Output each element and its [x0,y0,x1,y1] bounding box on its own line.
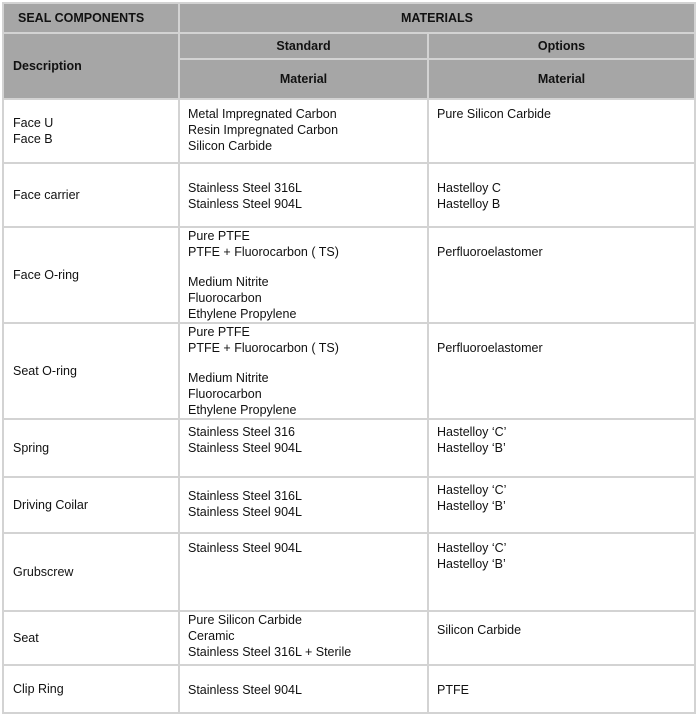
material-line: Silicon Carbide [188,139,273,153]
header-row-top [3,3,695,33]
material-line: Hastelloy ‘B’ [437,499,506,513]
row-description [3,323,179,419]
material-line: Stainless Steel 316L [188,181,302,195]
option-materials [428,533,695,611]
standard-materials [179,323,428,419]
table-row [3,419,695,477]
description-line: Grubscrew [13,565,74,579]
material-line: Stainless Steel 316 [188,425,296,439]
option-materials [428,163,695,227]
description-line: Face carrier [13,188,80,202]
material-line: Stainless Steel 904L [188,505,302,519]
description-line: Clip Ring [13,682,64,696]
description-line: Face B [13,132,53,146]
standard-materials [179,611,428,665]
option-materials [428,99,695,163]
description-line: Driving Coilar [13,498,89,512]
material-line: Stainless Steel 904L [188,441,302,455]
material-line: Perfluoroelastomer [437,245,543,259]
standard-materials [179,665,428,713]
standard-materials [179,227,428,323]
row-description [3,163,179,227]
material-line: Fluorocarbon [188,291,262,305]
material-gap [188,260,427,274]
material-line: Hastelloy C [437,181,501,195]
row-description [3,99,179,163]
standard-material-header: Material [179,59,428,99]
description-line: Spring [13,441,50,455]
standard-materials [179,533,428,611]
description-line: Seat O-ring [13,364,77,378]
material-line: Pure PTFE [188,229,250,243]
material-line: PTFE + Fluorocarbon ( TS) [188,245,339,259]
material-line: Hastelloy ‘C’ [437,541,507,555]
material-line: Fluorocarbon [188,387,262,401]
material-line: Hastelloy ‘B’ [437,557,506,571]
material-line: PTFE [437,683,469,697]
description-line: Face U [13,116,54,130]
material-line: Stainless Steel 904L [188,541,302,555]
row-description [3,477,179,533]
standard-materials [179,163,428,227]
material-line: Ceramic [188,629,235,643]
material-line: Stainless Steel 904L [188,683,302,697]
material-line: Ethylene Propylene [188,403,297,417]
standard-materials [179,477,428,533]
standard-materials [179,99,428,163]
table-row [3,665,695,713]
option-materials [428,477,695,533]
header-row-middle [3,33,695,59]
description-header: Description [3,33,179,99]
table-row [3,99,695,163]
material-line: Stainless Steel 316L + Sterile [188,645,352,659]
row-description [3,611,179,665]
table-row [3,533,695,611]
row-description [3,419,179,477]
description-line: Seat [13,631,39,645]
option-materials [428,611,695,665]
materials-header: MATERIALS [179,3,695,33]
option-materials [428,323,695,419]
table-row [3,611,695,665]
material-line: Ethylene Propylene [188,307,297,321]
table-row [3,227,695,323]
material-line: Medium Nitrite [188,371,269,385]
option-materials [428,419,695,477]
option-materials [428,227,695,323]
material-gap [188,356,427,370]
standard-header: Standard [179,33,428,59]
seal-components-header: SEAL COMPONENTS [3,3,179,33]
row-description [3,665,179,713]
table-row [3,323,695,419]
material-line: Silicon Carbide [437,623,522,637]
material-line: Pure Silicon Carbide [437,107,551,121]
material-line: Medium Nitrite [188,275,269,289]
description-line: Face O-ring [13,268,79,282]
material-line: Hastelloy B [437,197,501,211]
material-line: Hastelloy ‘C’ [437,425,507,439]
row-description [3,533,179,611]
options-header: Options [428,33,695,59]
option-materials [428,665,695,713]
material-line: Metal Impregnated Carbon [188,107,337,121]
material-line: Pure PTFE [188,325,250,339]
table-row [3,163,695,227]
table-row [3,477,695,533]
seal-materials-table [2,2,696,714]
material-line: Pure Silicon Carbide [188,613,302,627]
material-line: Hastelloy ‘C’ [437,483,507,497]
material-line: PTFE + Fluorocarbon ( TS) [188,341,339,355]
material-line: Resin Impregnated Carbon [188,123,339,137]
row-description [3,227,179,323]
material-line: Hastelloy ‘B’ [437,441,506,455]
standard-materials [179,419,428,477]
options-material-header: Material [428,59,695,99]
material-line: Stainless Steel 316L [188,489,302,503]
material-line: Perfluoroelastomer [437,341,543,355]
material-line: Stainless Steel 904L [188,197,302,211]
